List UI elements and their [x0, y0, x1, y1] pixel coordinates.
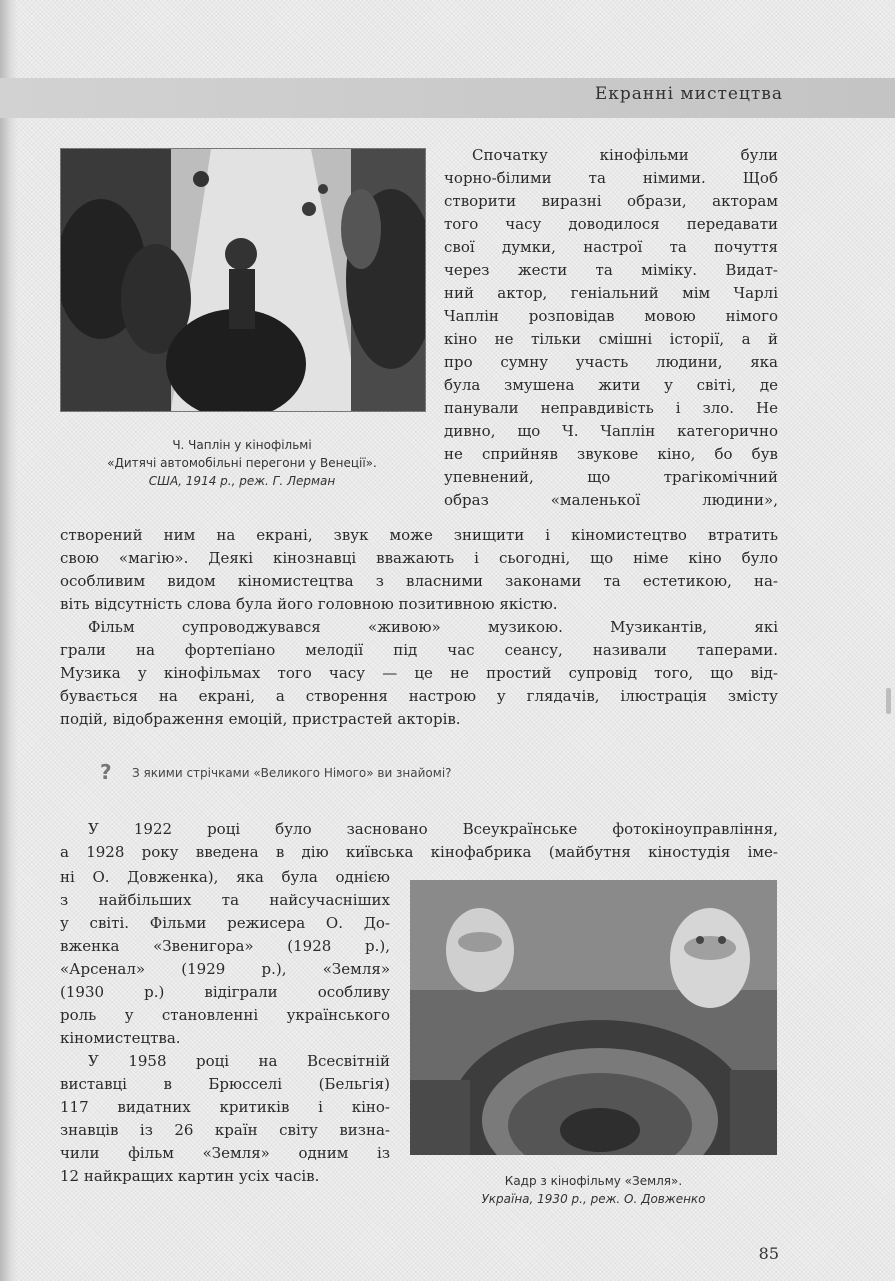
section-header-title: Екранні мистецтва — [594, 84, 783, 104]
dovzhenko-paragraph — [60, 866, 390, 1188]
text-line: свої думки, настрої та почуття — [444, 238, 778, 256]
text-line: знавців із 26 країн світу визна- — [60, 1121, 390, 1139]
text-line: а 1928 року введена в дію київська кінофабрика (майбутня кіностудія іме- — [60, 843, 778, 861]
page-edge-mark — [886, 688, 891, 714]
text-line: про сумну участь людини, яка — [444, 353, 778, 371]
text-line: виставці в Брюсселі (Бельгія) — [60, 1075, 390, 1093]
text-line: через жести та міміку. Видат- — [444, 261, 778, 279]
text-line: У 1922 році було засновано Всеукраїнське фотокіноуправління, — [88, 820, 778, 838]
review-question — [102, 766, 452, 780]
text-line: була змушена жити у світі, де — [444, 376, 778, 394]
intro-paragraph — [444, 144, 778, 512]
caption-line: США, 1914 р., реж. Г. Лерман — [148, 474, 336, 488]
text-line: чорно-білими та німими. Щоб — [444, 169, 778, 187]
text-line: вженка «Звенигора» (1928 р.), — [60, 937, 390, 955]
text-line: подій, відображення емоцій, пристрастей акторів. — [60, 710, 461, 728]
text-line: того часу доводилося передавати — [444, 215, 778, 233]
silent-film-paragraph — [60, 524, 778, 731]
text-line: з найбільших та найсучасніших — [60, 891, 390, 909]
caption-line: Ч. Чаплін у кінофільмі — [172, 438, 312, 452]
text-line: створений ним на екрані, звук може знищити і кіномистецтво втратить — [60, 526, 778, 544]
text-line: віть відсутність слова була його головною позитивною якістю. — [60, 595, 558, 613]
text-line: свою «магію». Деякі кінознавці вважають і сьогодні, що німе кіно було — [60, 549, 778, 567]
text-line: 12 найкращих картин усіх часів. — [60, 1167, 320, 1185]
text-line: панували неправдивість і зло. Не — [444, 399, 778, 417]
question-mark-icon: ? — [100, 760, 112, 784]
text-line: 117 видатних критиків і кіно- — [60, 1098, 390, 1116]
page-number: 85 — [758, 1244, 779, 1263]
text-line: ні О. Довженка), яка була однією — [60, 868, 390, 886]
text-line: дивно, що Ч. Чаплін категорично — [444, 422, 778, 440]
zemlia-still-caption — [410, 1172, 777, 1208]
chaplin-photo — [60, 148, 426, 412]
caption-line: Україна, 1930 р., реж. О. Довженко — [481, 1192, 706, 1206]
text-line: Фільм супроводжувався «живою» музикою. Музикантів, які — [88, 618, 778, 636]
zemlia-film-still — [410, 880, 777, 1155]
text-line: ний актор, геніальний мім Чарлі — [444, 284, 778, 302]
text-line: Музика у кінофільмах того часу — це не простий супровід того, що від- — [60, 664, 778, 682]
caption-line: Кадр з кінофільму «Земля». — [504, 1174, 683, 1188]
text-line: бувається на екрані, а створення настрою у глядачів, ілюстрація змісту — [60, 687, 778, 705]
text-line: кіно не тільки смішні історії, а й — [444, 330, 778, 348]
question-text: З якими стрічками «Великого Німого» ви знайомі? — [132, 766, 452, 780]
caption-line: «Дитячі автомобільні перегони у Венеції». — [107, 456, 377, 470]
text-line: упевнений, що трагікомічний — [444, 468, 778, 486]
text-line: не сприйняв звукове кіно, бо був — [444, 445, 778, 463]
text-line: створити виразні образи, акторам — [444, 192, 778, 210]
text-line: кіномистецтва. — [60, 1029, 181, 1047]
text-line: у світі. Фільми режисера О. До- — [60, 914, 390, 932]
chaplin-photo-caption — [60, 436, 424, 490]
text-line: образ «маленької людини», — [444, 491, 778, 509]
text-line: (1930 р.) відіграли особливу — [60, 983, 390, 1001]
text-line: роль у становленні українського — [60, 1006, 390, 1024]
text-line: особливим видом кіномистецтва з власними законами та естетикою, на- — [60, 572, 778, 590]
text-line: Спочатку кінофільми були — [472, 146, 778, 164]
dovzhenko-paragraph-start — [60, 818, 778, 864]
text-line: Чаплін розповідав мовою німого — [444, 307, 778, 325]
text-line: грали на фортепіано мелодії під час сеансу, називали таперами. — [60, 641, 778, 659]
text-line: чили фільм «Земля» одним із — [60, 1144, 390, 1162]
text-line: «Арсенал» (1929 р.), «Земля» — [60, 960, 390, 978]
book-spine-shadow — [0, 0, 18, 1281]
text-line: У 1958 році на Всесвітній — [88, 1052, 390, 1070]
